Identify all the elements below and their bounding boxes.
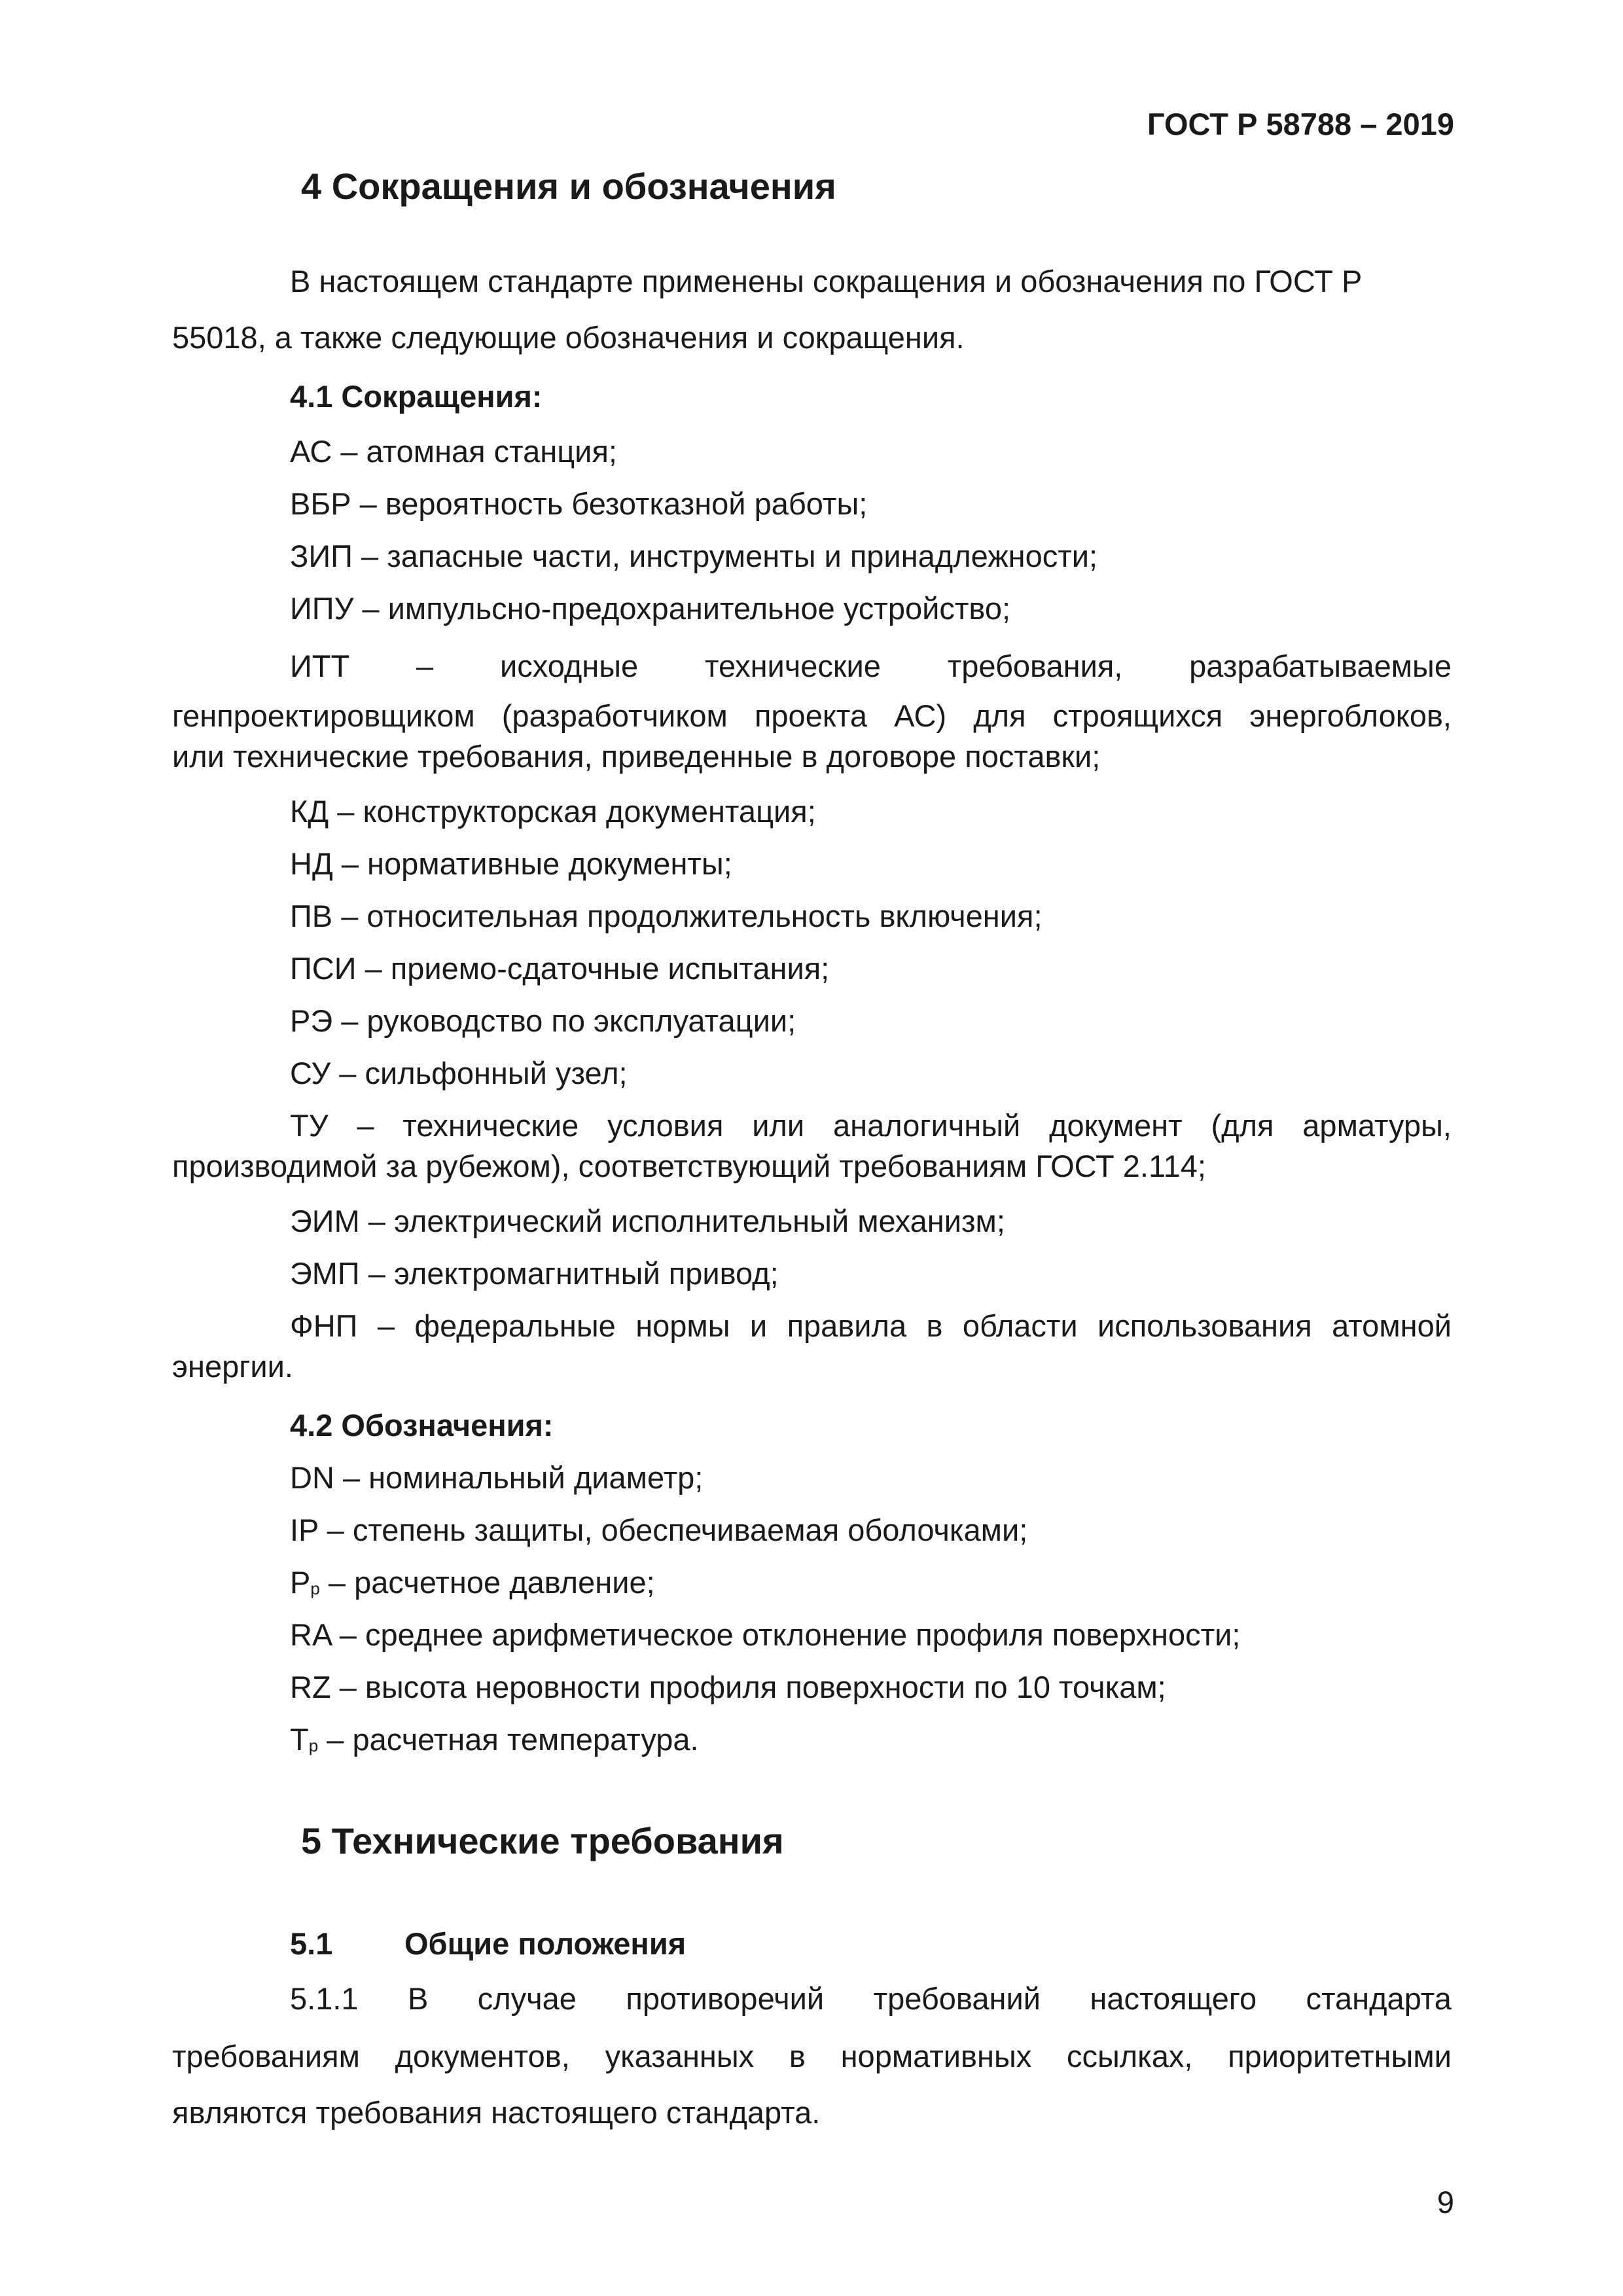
para-word: требований — [873, 1981, 1041, 2016]
abbr-item: АС – атомная станция; — [290, 434, 617, 469]
abbr-itt-line-1 — [290, 648, 1452, 684]
symbol-item-tp — [290, 1721, 699, 1757]
intro-line-1-text: В настоящем стандарте применены сокращения и обозначения по ГОСТ Р — [290, 264, 1363, 298]
para-word: случае — [477, 1981, 577, 2016]
para-5-1-1-line-3: являются требования настоящего стандарта. — [172, 2095, 821, 2130]
para-word: стандарта — [1306, 1981, 1452, 2016]
section-4-title: 4 Сокращения и обозначения — [301, 166, 836, 207]
abbr-item: РЭ – руководство по эксплуатации; — [290, 1003, 796, 1038]
symbol-tp-subscript: р — [308, 1736, 319, 1755]
para-5-1-1-line-1 — [290, 1981, 1452, 2017]
itt-word: – — [416, 649, 434, 683]
abbr-itt-line-2: генпроектировщиком (разработчиком проекта АС) для строящихся энергоблоков, — [172, 698, 1452, 733]
symbols-heading: 4.2 Обозначения: — [290, 1408, 554, 1443]
abbr-item: СУ – сильфонный узел; — [290, 1056, 628, 1090]
abbr-tu-line-1: ТУ – технические условия или аналогичный документ (для арматуры, — [290, 1108, 1452, 1143]
para-word: 5.1.1 — [290, 1981, 359, 2016]
symbol-item-ra: RA – среднее арифметическое отклонение профиля поверхности; — [290, 1617, 1241, 1652]
symbol-tp-letter: T — [290, 1722, 309, 1757]
symbol-item-rz: RZ – высота неровности профиля поверхности по 10 точкам; — [290, 1670, 1166, 1704]
abbr-item: НД – нормативные документы; — [290, 846, 732, 881]
para-word: В — [407, 1981, 429, 2016]
para-word: противоречий — [626, 1981, 825, 2016]
page-number: 9 — [1436, 2185, 1454, 2219]
abbr-item: КД – конструкторская документация; — [290, 794, 816, 829]
para-word: документов, — [395, 2039, 570, 2073]
para-word: в — [789, 2039, 806, 2073]
symbol-pp-subscript: р — [310, 1579, 320, 1598]
para-word: настоящего — [1090, 1981, 1257, 2016]
symbol-pp-letter: P — [290, 1565, 311, 1600]
symbol-item-dn: DN – номинальный диаметр; — [290, 1460, 704, 1495]
abbr-item: ПСИ – приемо-сдаточные испытания; — [290, 951, 830, 986]
intro-line-1 — [290, 263, 1452, 299]
para-word: приоритетными — [1228, 2039, 1452, 2073]
intro-line-2: 55018, а также следующие обозначения и сокращения. — [172, 320, 965, 355]
document-code: ГОСТ Р 58788 – 2019 — [1147, 107, 1454, 141]
abbr-fnp-line-1: ФНП – федеральные нормы и правила в области использования атомной — [290, 1308, 1452, 1343]
symbol-item-ip: IP – степень защиты, обеспечиваемая оболочками; — [290, 1513, 1028, 1547]
abbreviations-heading: 4.1 Сокращения: — [290, 379, 543, 414]
abbr-item: ПВ – относительная продолжительность включения; — [290, 899, 1043, 933]
abbr-item: ВБР – вероятность безотказной работы; — [290, 486, 868, 521]
abbr-item: ЭМП – электромагнитный привод; — [290, 1256, 779, 1291]
symbol-tp-text: – расчетная температура. — [318, 1722, 699, 1757]
subsection-5-1-number: 5.1 — [290, 1926, 333, 1961]
abbr-item: ЗИП – запасные части, инструменты и принадлежности; — [290, 539, 1098, 573]
itt-word: исходные — [500, 649, 639, 683]
para-word: указанных — [605, 2039, 755, 2073]
abbr-tu-line-2: производимой за рубежом), соответствующий требованиям ГОСТ 2.114; — [172, 1149, 1206, 1183]
para-word: нормативных — [840, 2039, 1032, 2073]
section-5-title: 5 Технические требования — [301, 1820, 784, 1861]
itt-word: требования, — [947, 649, 1123, 683]
para-word: ссылках, — [1066, 2039, 1193, 2073]
abbr-itt-line-3: или технические требования, приведенные в договоре поставки; — [172, 739, 1101, 774]
abbr-item: ИПУ – импульсно-предохранительное устройство; — [290, 591, 1011, 626]
para-word: требованиям — [172, 2039, 360, 2073]
subsection-5-1-title: Общие положения — [404, 1926, 687, 1961]
abbr-fnp-line-2: энергии. — [172, 1349, 293, 1384]
symbol-pp-text: – расчетное давление; — [319, 1565, 655, 1600]
abbr-item: ЭИМ – электрический исполнительный механизм; — [290, 1204, 1005, 1238]
itt-word: разрабатываемые — [1189, 649, 1452, 683]
symbol-item-pp — [290, 1564, 655, 1600]
para-5-1-1-line-2 — [172, 2038, 1452, 2074]
itt-word: ИТТ — [290, 649, 350, 683]
itt-word: технические — [704, 649, 881, 683]
